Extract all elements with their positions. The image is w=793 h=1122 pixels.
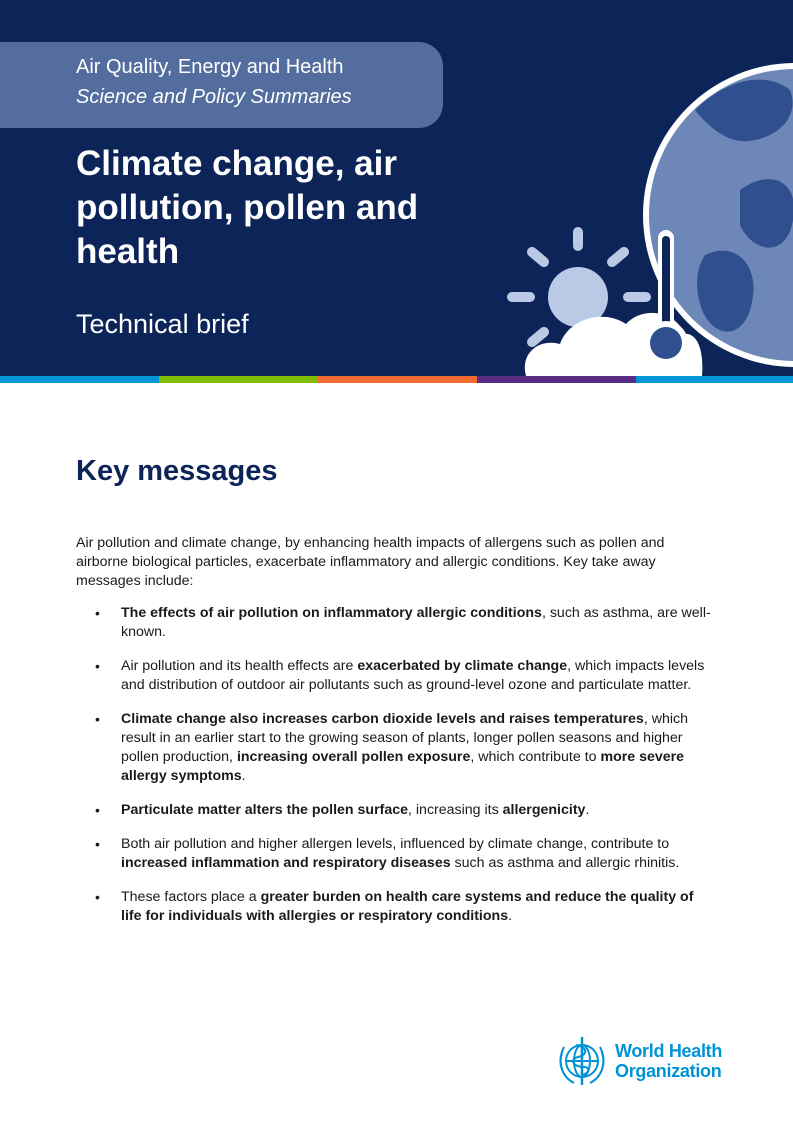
org-name-line2: Organization xyxy=(615,1061,722,1081)
key-messages-list xyxy=(76,604,716,926)
color-stripe xyxy=(636,376,793,383)
bold-text: exacerbated by climate change xyxy=(357,658,568,674)
list-item xyxy=(76,835,716,873)
list-item-text: , which impacts levels and distribution of outdoor air pollutants such as ground-level ozone and particulate matter. xyxy=(121,658,705,693)
list-item-text: such as asthma and allergic rhinitis. xyxy=(450,855,680,871)
intro-paragraph: Air pollution and climate change, by enhancing health impacts of allergens such as pollen and airborne biological particles, exacerbate inflammatory and allergic conditions. Key take away messages include: xyxy=(76,535,665,589)
organization-name xyxy=(615,1041,722,1081)
series-banner xyxy=(0,42,443,128)
bold-text: Climate change also increases carbon dioxide levels and raises temperatures xyxy=(121,711,644,727)
bullet-marker: • xyxy=(95,605,100,621)
bold-text: allergenicity xyxy=(502,802,586,818)
cover-header xyxy=(0,0,793,376)
list-item xyxy=(76,604,716,642)
series-title: Air Quality, Energy and Health xyxy=(76,56,344,78)
color-stripe xyxy=(159,376,318,383)
bullet-marker: • xyxy=(95,711,100,727)
list-item-text: . xyxy=(241,768,246,784)
document-title: Climate change, air pollution, pollen and health xyxy=(76,144,419,271)
series-subtitle: Science and Policy Summaries xyxy=(76,86,352,108)
bullet-marker: • xyxy=(95,889,100,905)
bold-text: Particulate matter alters the pollen surface xyxy=(121,802,409,818)
list-item-text: Air pollution and its health effects are xyxy=(121,658,358,674)
list-item-text: . xyxy=(585,802,590,818)
document-type: Technical brief xyxy=(76,309,249,339)
bold-text: The effects of air pollution on inflammatory allergic conditions xyxy=(121,605,542,621)
section-heading: Key messages xyxy=(76,455,278,487)
color-stripe xyxy=(477,376,636,383)
org-name-line1: World Health xyxy=(615,1041,723,1061)
list-item-text: . xyxy=(508,908,513,924)
list-item xyxy=(76,657,716,695)
list-item-text: , which contribute to xyxy=(470,749,601,765)
list-item-text: Both air pollution and higher allergen levels, influenced by climate change, contribute to xyxy=(121,836,670,852)
list-item xyxy=(76,710,716,786)
list-item-text: , which result in an earlier start to the growing season of plants, longer pollen seasons and higher pollen production, xyxy=(121,711,688,765)
list-item-text: , such as asthma, are well-known. xyxy=(121,605,711,640)
bold-text: increased inflammation and respiratory diseases xyxy=(121,855,451,871)
list-item-text: , increasing its xyxy=(408,802,503,818)
bullet-marker: • xyxy=(95,658,100,674)
bold-text: more severe allergy symptoms xyxy=(121,749,685,784)
bullet-marker: • xyxy=(95,802,100,818)
who-emblem-icon xyxy=(561,1037,604,1085)
bold-text: increasing overall pollen exposure xyxy=(236,749,471,765)
list-item-text: These factors place a xyxy=(121,889,261,905)
list-item xyxy=(76,801,716,820)
bold-text: greater burden on health care systems and reduce the quality of life for individuals with allergies or respiratory conditions xyxy=(121,889,694,924)
hero-illustration xyxy=(490,40,793,376)
color-stripe xyxy=(0,376,159,383)
color-stripe xyxy=(318,376,477,383)
list-item xyxy=(76,888,716,926)
bullet-marker: • xyxy=(95,836,100,852)
